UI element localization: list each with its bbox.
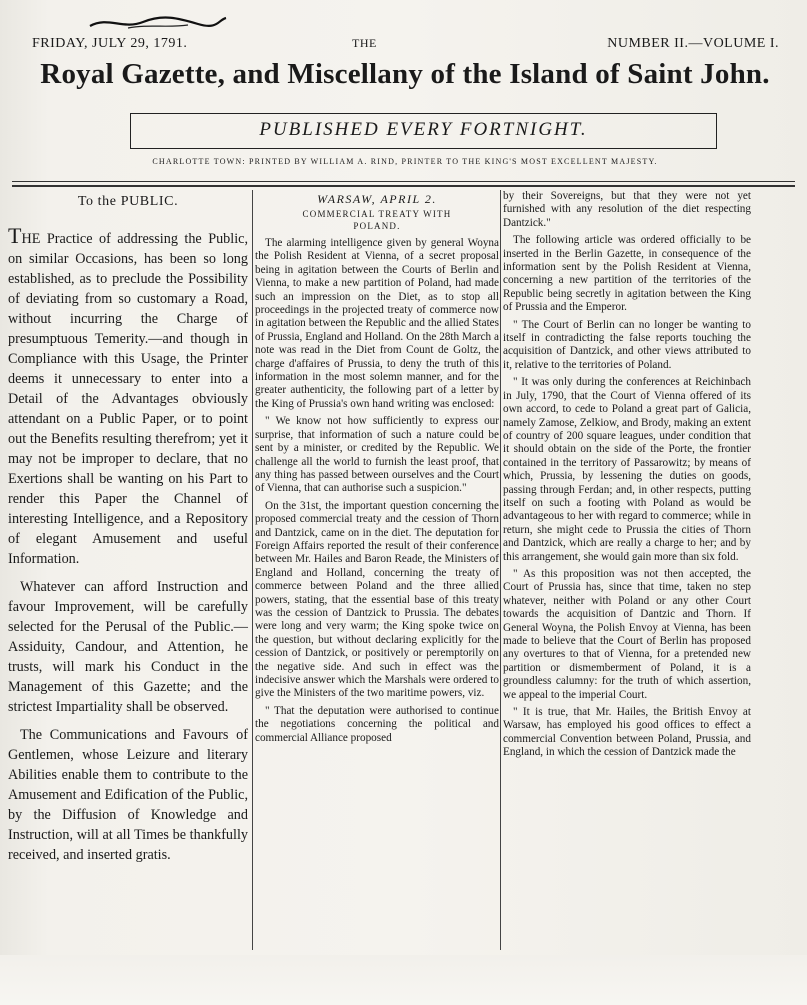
paragraph: The Communications and Favours of Gentlemen, whose Leizure and literary Abilities enable them to contribute to the Amusement and Edification of the Public, by the Diffusion of Knowledge and Instruction, will at all Times be thankfully received, and inserted gratis. — [8, 727, 248, 863]
issue-date: FRIDAY, JULY 29, 1791. — [32, 36, 188, 51]
column-1-heading: To the PUBLIC. — [77, 194, 179, 209]
column-1 — [8, 190, 248, 873]
paragraph: " It was only during the conferences at Reichinbach in July, 1790, that the Court of Vienna offered of its own accord, to cede to Poland a great part of Galicia, namely Zamose, Zelkiow, and Brody, making an extent of country of 200 square leagues, under condition that it should obtain on the side of the Porte, the frontier contained in the territory of Passarowitz; by means of which, Prussia, by lessening the duties on goods, passing through Ferdan; and, in other respects, putting itself on such a footing with Poland as would be advantageous to her with regard to commerce; while in return, she might cede to Prussia the cities of Thorn and Dantzick, which are really a charge to her; and by this arrangement, she would gain more than six fold. — [503, 376, 751, 563]
paragraph: " That the deputation were authorised to continue the negotiations concerning the political and commercial Alliance proposed — [255, 704, 499, 744]
printer-line: CHARLOTTE TOWN: PRINTED BY WILLIAM A. RIND, PRINTER TO THE KING'S MOST EXCELLENT MAJESTY. — [152, 157, 658, 166]
column-2-body — [255, 237, 499, 745]
handwritten-signature — [88, 12, 228, 34]
paragraph: The following article was ordered officially to be inserted in the Berlin Gazette, in consequence of the information sent by the Polish Resident at Vienna, concerning a new partition of the territories of the Republic being secretly in agitation between the King of Prussia and the Emperor. — [503, 234, 751, 314]
paragraph: Whatever can afford Instruction and favour Improvement, will be carefully selected for the Perusal of the Public.—Assiduity, Candour, and Attention, he trusts, will mark his Conduct in the Management of this Gazette; and the strictest Impartiality shall be observed. — [8, 579, 248, 715]
masthead-top-line — [32, 36, 779, 54]
article-subheading: COMMERCIAL TREATY WITH — [302, 209, 452, 219]
publication-frequency: PUBLISHED EVERY FORTNIGHT. — [259, 119, 588, 140]
column-divider — [500, 190, 501, 950]
publication-frequency-box — [130, 113, 717, 149]
column-3 — [503, 190, 751, 764]
paragraph: The alarming intelligence given by general Woyna the Polish Resident at Vienna, of a secret proposal being in agitation between the Courts of Berlin and Vienna, to make a new partition of Poland, had made such an impression on the Diet, as to stop all proceedings in the projected treaty of commerce now in agitation between the Republic and the allied States of Prussia, England and Holland. On the 28th March a note was read in the Diet from Count de Goltz, the charge d'affaires of Prussia, to deny the truth of this information in the most solemn manner, and for the greater authenticity, the following part of a letter by the King of Prussia's own hand writing was enclosed: — [255, 237, 499, 410]
paragraph: " It is true, that Mr. Hailes, the British Envoy at Warsaw, has employed his good offices to effect a commercial Convention between Poland, Prussia, and England, in which the cession of Dantzick made the — [503, 706, 751, 759]
column-divider — [252, 190, 253, 950]
masthead-rule-thick — [12, 185, 795, 187]
paragraph: THE Practice of addressing the Public, on similar Occasions, has been so long established, as to preclude the Possibility of deviating from so customary a Road, without incurring the Charge of presumptuous Temerity.—and though in Compliance with this Usage, the Printer deems it unnecessary to enter into a Detail of the Advantages obviously attendant on a Public Paper, or to point out the Benefits resulting therefrom; yet it may not be improper to declare, that no Exertions shall be wanting on his Part to render this Paper the Channel of interesting Intelligence, and a Repository of elegant Amusement and useful Information. — [8, 223, 248, 567]
masthead-rule — [12, 181, 795, 182]
dateline-heading: WARSAW, APRIL 2. — [317, 192, 437, 206]
paragraph: by their Sovereigns, but that they were not yet furnished with any resolution of the diet respecting Dantzick." — [503, 190, 751, 229]
column-1-body — [8, 223, 248, 865]
issue-number: NUMBER II.—VOLUME I. — [607, 36, 779, 51]
paragraph: " The Court of Berlin can no longer be wanting to itself in contradicting the false reports touching the acquisition of Dantzick, and other views attributed to it, relative to the territories of Poland. — [503, 318, 751, 371]
article-subheading: POLAND. — [353, 221, 401, 231]
paragraph: " We know not how sufficiently to express our surprise, that information of such a nature could be sent by a minister, or credited by the Republic. We challenge all the world to furnish the least proof, that any thing has passed between ourselves and the Court of Vienna, that can authorise such a suspicion." — [255, 415, 499, 495]
column-2 — [255, 190, 499, 749]
drop-cap: T — [8, 223, 22, 248]
masthead-the: THE — [352, 36, 377, 50]
page-bottom-margin — [0, 955, 807, 1005]
column-3-body — [503, 190, 751, 760]
paragraph: " As this proposition was not then accepted, the Court of Prussia has, since that time, taken no step whatever, neither with Poland or any other Court towards the acquisition of Dantzic and Thorn. If General Woyna, the Polish Envoy at Vienna, has been made to believe that the Court of Berlin has proposed any overtures to that of Vienna, for a pretended new partition or dismemberment of Poland, it is a groundless calumny: for the truth of which assertion, we appeal to the imperial Court. — [503, 567, 751, 701]
newspaper-title: Royal Gazette, and Miscellany of the Island of Saint John. — [40, 58, 770, 90]
paragraph: On the 31st, the important question concerning the proposed commercial treaty and the cession of Thorn and Dantzick, came on in the diet. The deputation for Foreign Affairs reported the result of their conference between Mr. Hailes and Baron Reade, the Ministers of England and Holland, concerning the treaty of commerce between Poland and the three allied powers, stating, that the essential base of this treaty was the cession of Dantzick to Prussia. The debates were long and very warm; the King spoke twice on the question, but without declaring explicitly for the cession of Dantzick, or positively or peremptorily on the negative side. And such in effect was the indecisive answer which the Marshals were ordered to give the Ministers of the two maritime powers, viz. — [255, 499, 499, 700]
